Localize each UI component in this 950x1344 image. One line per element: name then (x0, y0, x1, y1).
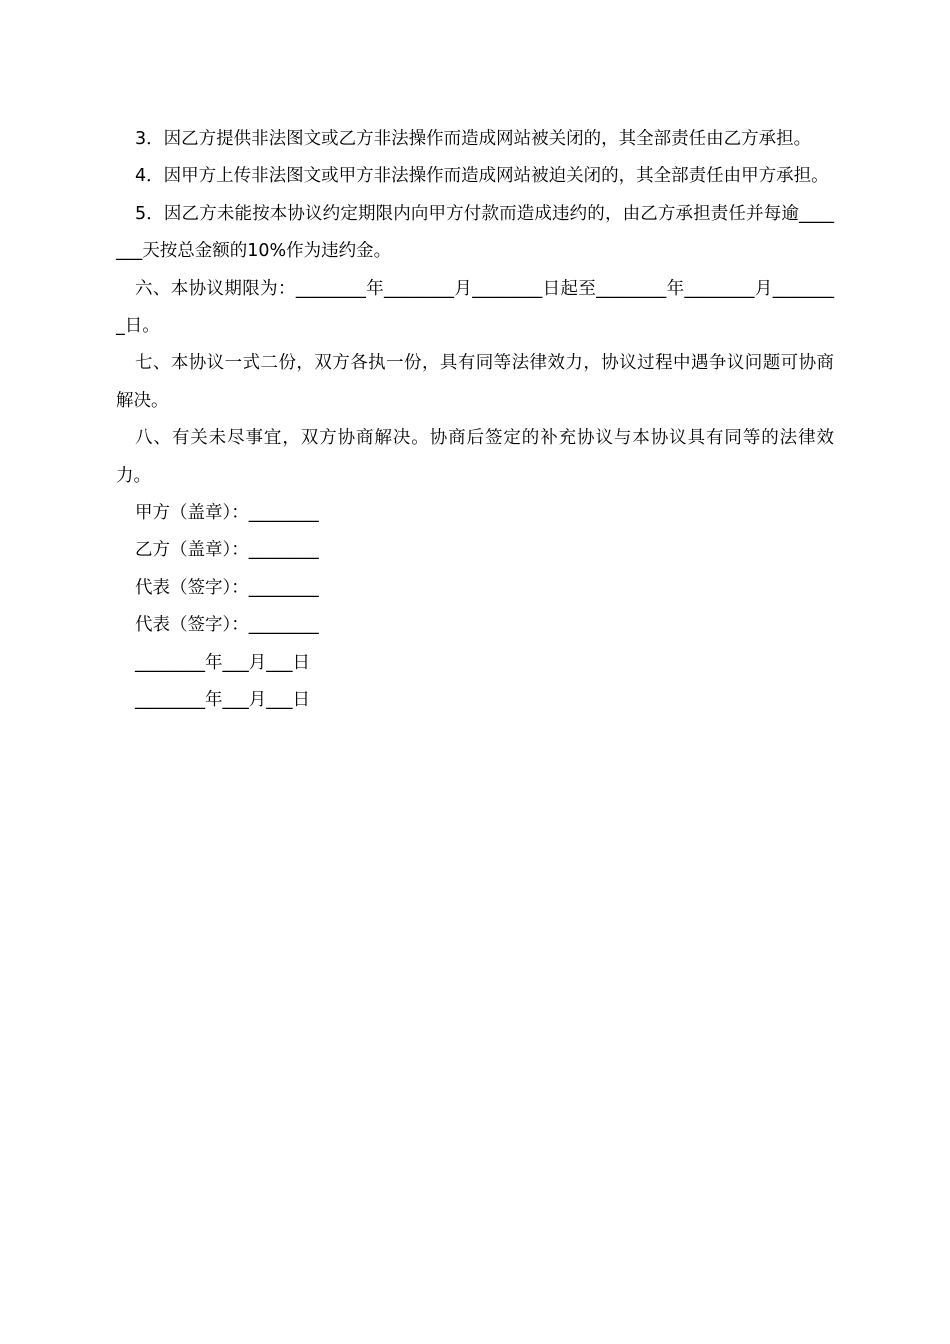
signing-date-1: ________年___月___日 (135, 652, 310, 673)
clause-copies: 七、本协议一式二份，双方各执一份，具有同等法律效力，协议过程中遇争议问题可协商解决。 (116, 353, 834, 411)
party-b-seal: 乙方（盖章）：________ (135, 540, 319, 561)
representative-signature-2: 代表（签字）：________ (135, 615, 319, 636)
clause-5: 5．因乙方未能按本协议约定期限内向甲方付款而造成违约的，由乙方承担责任并每逾_______天按总金额的10%作为违约金。 (116, 203, 834, 262)
clause-term: 六、本协议期限为：________年________月________日起至________年________月________日。 (116, 278, 834, 337)
party-a-seal: 甲方（盖章）：________ (135, 503, 319, 524)
clause-3: 3．因乙方提供非法图文或乙方非法操作而造成网站被关闭的，其全部责任由乙方承担。 (135, 129, 812, 149)
clause-other: 八、有关未尽事宜，双方协商解决。协商后签定的补充协议与本协议具有同等的法律效力。 (116, 428, 834, 486)
representative-signature-1: 代表（签字）：________ (135, 577, 319, 598)
signing-date-2: ________年___月___日 (135, 690, 310, 711)
document-page (116, 121, 834, 720)
signature-block (116, 495, 834, 719)
clause-4: 4．因甲方上传非法图文或甲方非法操作而造成网站被迫关闭的，其全部责任由甲方承担。 (135, 166, 829, 187)
